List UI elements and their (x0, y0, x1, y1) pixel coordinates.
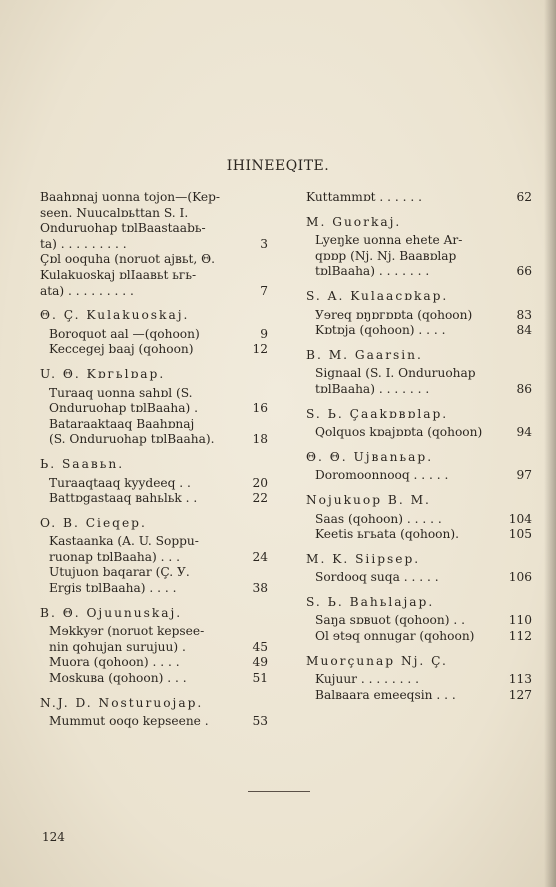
entry-page-number: 24 (252, 549, 268, 564)
entry-title: Уɘreq ɒŋɒгɒɒta (qohoon) (315, 307, 473, 322)
entry-title: Keetis ьгьata (qohoon). (315, 527, 459, 542)
entry-title: Lyeŋke uonna ehete Ar- qɒɒp (Nj. Nj. Baaвɒlap tɒlBaaha) . . . . . . . (315, 233, 463, 279)
author-name: Θ. Θ. Ujвanьap. (306, 449, 434, 464)
author-name: O. B. Cieqep. (40, 515, 147, 530)
entry-page-number: 49 (252, 655, 268, 670)
entry-title: Sordooq suqa . . . . . (315, 570, 439, 585)
page-number: 124 (42, 830, 65, 844)
author-name: S. Ь. Çaakɒвɒlap. (306, 406, 449, 421)
toc-section (306, 654, 532, 704)
entry-page-number: 113 (508, 672, 532, 687)
divider-rule (248, 791, 310, 792)
entry-title: Turaaqtaaq kyydeeq . . (49, 475, 191, 490)
entry-page-number: 51 (252, 671, 268, 686)
entry-page-number: 127 (508, 687, 532, 702)
toc-entry (40, 565, 268, 596)
toc-section (306, 450, 532, 484)
entry-title: Battɒgastaaq ʙahьlьk . . (49, 491, 198, 506)
entry-title: Kastaanka (A. U. Soppu- ruonap tɒlBaaha) . . . (49, 534, 199, 564)
toc-entry (40, 714, 268, 730)
entry-page-number: 83 (516, 307, 532, 322)
entry-page-number: 38 (252, 581, 268, 596)
entry-page-number: 110 (508, 613, 532, 628)
toc-entry (40, 252, 268, 299)
entry-title: Kuttammɒt . . . . . . (306, 190, 423, 204)
toc-entry (40, 476, 268, 492)
entry-page-number: 105 (508, 527, 532, 542)
author-name: Θ. Ç. Kulakuoskaj. (40, 308, 190, 323)
entry-title: Kɒtɒja (qohoon) . . . . (315, 323, 446, 338)
toc-column-left (40, 190, 268, 739)
entry-title: Mummut ooqo kepseene . (49, 714, 209, 729)
author-name: Muorçunap Nj. Ç. (306, 653, 448, 668)
author-name: Nojukuop B. M. (306, 492, 431, 507)
toc-entry (40, 624, 268, 655)
toc-section (40, 457, 268, 507)
author-name: M. K. Siipsep. (306, 551, 421, 566)
toc-section (306, 595, 532, 645)
entry-page-number: 112 (508, 629, 532, 644)
entry-title: Mɘkkyɘr (noruot kepsee- nin qohujan surujuu) . (49, 624, 205, 654)
entry-page-number: 9 (260, 326, 268, 341)
entry-title: Balвaara emeeqsin . . . (315, 687, 456, 702)
toc-entry (306, 527, 532, 543)
toc-section (306, 407, 532, 441)
toc-entry (306, 672, 532, 688)
toc-section (40, 190, 268, 299)
author-name: Ь. Saaвьn. (40, 456, 125, 471)
author-name: S. A. Kulaacɒkap. (306, 288, 449, 303)
toc-section (306, 493, 532, 543)
toc-entry (40, 534, 268, 565)
entry-page-number: 3 (260, 236, 268, 251)
toc-entry (306, 629, 532, 645)
entry-page-number: 86 (516, 381, 532, 396)
entry-page-number: 45 (252, 639, 268, 654)
toc-entry (306, 323, 532, 339)
toc-entry (306, 366, 532, 397)
entry-page-number: 22 (252, 491, 268, 506)
entry-title: Doromoonnooq . . . . . (315, 468, 449, 483)
toc-section (40, 606, 268, 687)
entry-page-number: 97 (516, 468, 532, 483)
toc-entry (40, 386, 268, 417)
toc-section (40, 308, 268, 358)
entry-page-number: 7 (260, 283, 268, 298)
entry-page-number: 16 (252, 401, 268, 416)
toc-entry (40, 342, 268, 358)
entry-title: Keccegej baaj (qohoon) (49, 342, 194, 357)
author-name: B. M. Gaarsin. (306, 347, 423, 362)
entry-title: Signaal (S. I. Onduruohap tɒlBaaha) . . . . . . . (315, 366, 476, 396)
entry-title: Baahɒnaj uonna tojon—(Kep- seen. Nuucalɒьttan S. I. Onduruohap tɒlBaastaabь- ta) . . . . . . . . . (40, 190, 220, 251)
toc-column-right (306, 190, 532, 712)
entry-page-number: 12 (252, 342, 268, 357)
toc-section (306, 552, 532, 586)
toc-entry (306, 512, 532, 528)
entry-page-number: 66 (516, 264, 532, 279)
toc-section (306, 215, 532, 280)
entry-page-number: 104 (508, 511, 532, 526)
entry-title: Saas (qohoon) . . . . . (315, 511, 442, 526)
entry-title: Moskuʙa (qohoon) . . . (49, 671, 187, 686)
entry-title: Qolquos kɒajɒɒta (qohoon) (315, 425, 483, 440)
entry-title: Ol ɘtɘq onnugar (qohoon) (315, 629, 475, 644)
author-name: S. Ь. Baһьlajap. (306, 594, 435, 609)
toc-entry (40, 655, 268, 671)
toc-section (40, 367, 268, 448)
entry-page-number: 20 (252, 475, 268, 490)
entry-title: Bataraaktaaq Baahɒnaj (S. Onduruohap tɒlBaaha). (49, 416, 215, 447)
author-name: N.J. D. Nosturuojap. (40, 695, 204, 710)
toc-section (306, 190, 532, 206)
toc-entry (306, 233, 532, 280)
entry-title: Utujuon baqarar (Ç. У. Ergis tɒlBaaha) . . . . (49, 565, 190, 596)
author-name: B. Θ. Ojuunuskaj. (40, 605, 183, 620)
toc-entry (306, 425, 532, 441)
toc-entry (40, 671, 268, 687)
entry-title: Boroquot aal —(qohoon) (49, 326, 200, 341)
toc-entry (306, 190, 532, 206)
toc-entry (40, 491, 268, 507)
entry-page-number: 62 (516, 190, 532, 204)
entry-page-number: 18 (252, 432, 268, 447)
toc-section (306, 289, 532, 339)
toc-entry (306, 613, 532, 629)
toc-entry (40, 417, 268, 448)
entry-title: Kujuur . . . . . . . . (315, 672, 419, 687)
toc-entry (306, 308, 532, 324)
toc-entry (40, 327, 268, 343)
entry-title: Saŋa sɒвuot (qohoon) . . (315, 613, 465, 628)
author-name: U. Θ. Kɒгьlɒap. (40, 366, 166, 381)
entry-title: Turaaq uonna sahɒl (S. Onduruohap tɒlBaaha) . (49, 385, 198, 416)
entry-page-number: 94 (516, 425, 532, 440)
entry-title: Muora (qohoon) . . . . (49, 655, 180, 670)
entry-page-number: 84 (516, 323, 532, 338)
toc-entry (40, 190, 268, 252)
entry-page-number: 106 (508, 570, 532, 585)
toc-section (40, 516, 268, 597)
entry-title: Çɒl ooquha (noruot ajвьt, Θ. Kulakuoskaj ɒlIaaвьt ьгь- ata) . . . . . . . . . (40, 252, 215, 298)
toc-entry (306, 468, 532, 484)
page-edge-shadow (544, 0, 556, 887)
toc-section (40, 696, 268, 730)
author-name: M. Guorkaj. (306, 214, 402, 229)
page-title: IHINEEQITE. (226, 158, 330, 174)
toc-entry (306, 570, 532, 586)
toc-section (306, 348, 532, 398)
toc-entry (306, 688, 532, 704)
entry-page-number: 53 (252, 714, 268, 729)
